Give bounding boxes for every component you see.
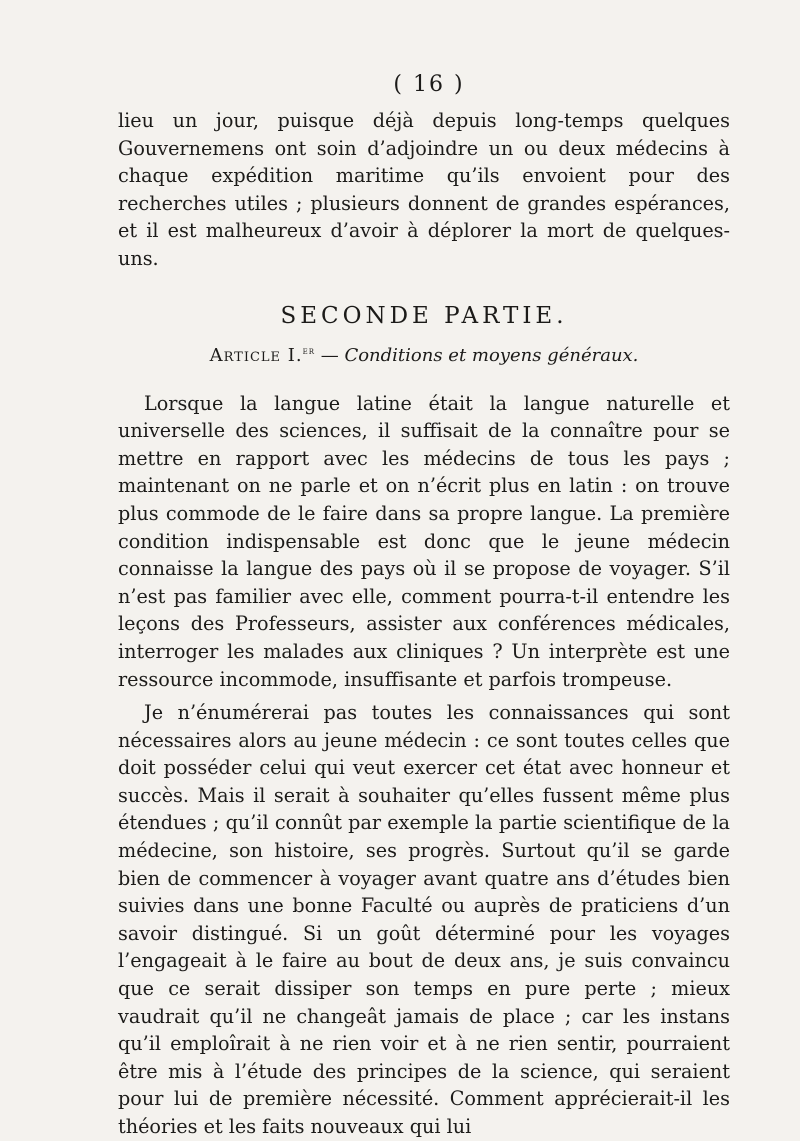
body-paragraph-2: Je n’énumérerai pas toutes les connaissances qui sont nécessaires alors au jeune médecin : ce sont toutes celles que doit posséder celui qui veut exercer cet état avec honneur et succès. Mais il serait à souhaiter qu’elles fussent même plus étendues ; qu’il connût par exemple la partie scientifique de la médecine, son histoire, ses progrès. Surtout qu’il se garde bien de commencer à voyager avant quatre ans d’études bien suivies dans une bonne Faculté ou auprès de praticiens d’un savoir distingué. Si un goût déterminé pour les voyages l’engageait à le faire au bout de deux ans, je suis convaincu que ce serait dissiper son temps en pure perte ; mieux vaudrait qu’il ne changeât jamais de place ; car les instans qu’il emploîrait à ne rien voir et à ne rien sentir, pourraient être mis à l’étude des principes de la science, qui seraient pour lui de première nécessité. Comment apprécierait-il les théories et les faits nouveaux qui lui — [118, 701, 730, 1138]
article-dash: — — [314, 344, 345, 366]
body-paragraph-1: Lorsque la langue latine était la langue naturelle et universelle des sciences, il suffisait de la connaître pour se mettre en rapport avec les médecins de tous les pays ; maintenant on ne parle et on n’écrit plus en latin : on trouve plus commode de le faire dans sa propre langue. La première condition indispensable est donc que le jeune médecin connaisse la langue des pays où il se propose de voyager. S’il n’est pas familier avec elle, comment pourra-t-il entendre les leçons des Professeurs, assister aux conférences médicales, interroger les malades aux cliniques ? Un interprète est une ressource incommode, insuffisante et parfois trompeuse. — [118, 391, 730, 691]
article-title: Conditions et moyens généraux. — [344, 344, 639, 366]
opening-paragraph: lieu un jour, puisque déjà depuis long-temps quelques Gouvernemens ont soin d’adjoindre un ou deux médecins à chaque expédition maritime qu’ils envoient pour des recherches utiles ; plusieurs donnent de grandes espérances, et il est malheureux d’avoir à déplorer la mort de quelques-uns. — [118, 109, 730, 270]
page-number: ( 16 ) — [393, 72, 465, 97]
article-label-sup: er — [302, 345, 315, 357]
article-label-text: Article I. — [209, 344, 303, 366]
article-label — [210, 345, 315, 366]
section-title: SECONDE PARTIE. — [280, 302, 568, 329]
article-heading — [118, 345, 730, 366]
